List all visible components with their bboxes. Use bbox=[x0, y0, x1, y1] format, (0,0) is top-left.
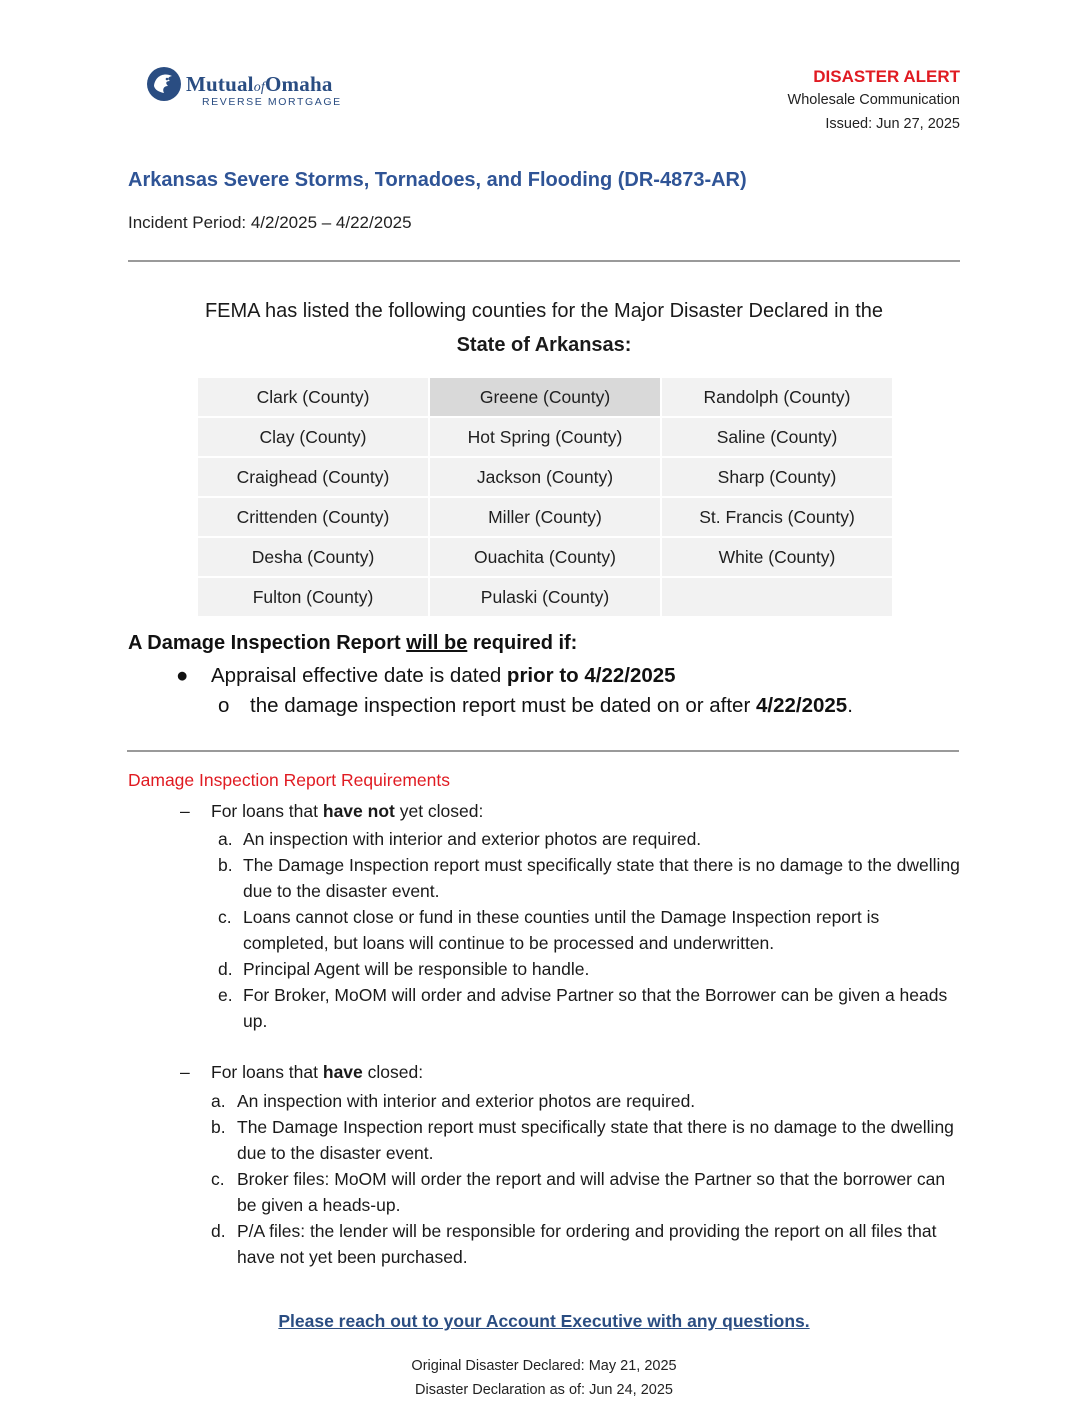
table-row bbox=[197, 537, 893, 577]
county-cell: Jackson (County) bbox=[429, 457, 661, 497]
table-row bbox=[197, 377, 893, 417]
list-item: d. Principal Agent will be responsible to handle. bbox=[218, 959, 590, 979]
table-row bbox=[197, 577, 893, 617]
page-title: Arkansas Severe Storms, Tornadoes, and Flooding (DR-4873-AR) bbox=[128, 169, 747, 191]
list-item: d. P/A files: the lender will be responsible for ordering and providing the report on all files that have not yet been purchased. bbox=[211, 1221, 937, 1267]
lion-head-icon bbox=[146, 66, 182, 102]
dash-icon: – bbox=[180, 801, 190, 821]
hollow-bullet-icon: o bbox=[218, 694, 230, 717]
county-cell bbox=[661, 577, 893, 617]
logo-subtitle: REVERSE MORTGAGE bbox=[202, 96, 342, 108]
list-item: b. The Damage Inspection report must specifically state that there is no damage to the dwelling due to the disaster event. bbox=[211, 1117, 954, 1163]
fema-statement bbox=[128, 294, 960, 362]
county-cell: Craighead (County) bbox=[197, 457, 429, 497]
county-cell: Clay (County) bbox=[197, 417, 429, 457]
requirement-heading: A Damage Inspection Report will be required if: bbox=[128, 632, 578, 654]
loans-not-closed-heading: – For loans that have not yet closed: bbox=[180, 801, 484, 821]
issued-date: Issued: Jun 27, 2025 bbox=[825, 116, 960, 132]
dash-icon: – bbox=[180, 1062, 190, 1082]
county-cell: Fulton (County) bbox=[197, 577, 429, 617]
county-cell: Clark (County) bbox=[197, 377, 429, 417]
county-cell: St. Francis (County) bbox=[661, 497, 893, 537]
section-title: Damage Inspection Report Requirements bbox=[128, 770, 450, 790]
county-cell: Ouachita (County) bbox=[429, 537, 661, 577]
bullet-text: Appraisal effective date is dated prior to 4/22/2025 bbox=[211, 664, 676, 687]
list-item: c. Broker files: MoOM will order the report and will advise the Partner so that the borrower can be given a heads-up. bbox=[211, 1169, 946, 1215]
loans-closed-list bbox=[211, 1088, 963, 1270]
fema-intro: FEMA has listed the following counties for the Major Disaster Declared in the bbox=[204, 300, 884, 322]
county-cell: Sharp (County) bbox=[661, 457, 893, 497]
declaration-as-of-date: Disaster Declaration as of: Jun 24, 2025 bbox=[415, 1382, 673, 1398]
county-table bbox=[196, 376, 894, 618]
footer bbox=[128, 1354, 960, 1402]
list-item: a. An inspection with interior and exterior photos are required. bbox=[211, 1091, 696, 1111]
county-cell: Randolph (County) bbox=[661, 377, 893, 417]
table-row bbox=[197, 457, 893, 497]
fema-state: State of Arkansas: bbox=[456, 334, 632, 356]
county-cell: Desha (County) bbox=[197, 537, 429, 577]
list-item: e. For Broker, MoOM will order and advise Partner so that the Borrower can be given a heads up. bbox=[218, 985, 948, 1031]
sub-bullet-text: the damage inspection report must be dated on or after 4/22/2025. bbox=[250, 694, 853, 717]
table-row bbox=[197, 417, 893, 457]
loans-not-closed-list bbox=[218, 826, 963, 1034]
county-cell: White (County) bbox=[661, 537, 893, 577]
bullet-icon: ● bbox=[176, 664, 189, 687]
list-item: a. An inspection with interior and exterior photos are required. bbox=[218, 829, 702, 849]
list-item: c. Loans cannot close or fund in these counties until the Damage Inspection report is completed, but loans will continue to be processed and underwritten. bbox=[218, 907, 880, 953]
county-cell: Greene (County) bbox=[429, 377, 661, 417]
divider bbox=[128, 260, 960, 262]
county-cell: Saline (County) bbox=[661, 417, 893, 457]
original-declared-date: Original Disaster Declared: May 21, 2025 bbox=[411, 1358, 677, 1374]
logo-wordmark: MutualofOmaha bbox=[186, 72, 333, 96]
county-cell: Miller (County) bbox=[429, 497, 661, 537]
alert-title: DISASTER ALERT bbox=[813, 67, 960, 86]
requirement-bullet bbox=[176, 664, 676, 688]
alert-header bbox=[788, 66, 960, 136]
contact-note: Please reach out to your Account Executive with any questions. bbox=[278, 1311, 810, 1331]
alert-subtitle: Wholesale Communication bbox=[787, 92, 960, 108]
table-row bbox=[197, 497, 893, 537]
county-cell: Hot Spring (County) bbox=[429, 417, 661, 457]
loans-closed-heading: – For loans that have closed: bbox=[180, 1062, 424, 1082]
divider bbox=[127, 750, 959, 752]
requirement-sub-bullet bbox=[218, 694, 853, 718]
county-cell: Pulaski (County) bbox=[429, 577, 661, 617]
company-logo bbox=[146, 66, 342, 108]
incident-period: Incident Period: 4/2/2025 – 4/22/2025 bbox=[128, 213, 412, 232]
list-item: b. The Damage Inspection report must specifically state that there is no damage to the dwelling due to the disaster event. bbox=[218, 855, 960, 901]
county-cell: Crittenden (County) bbox=[197, 497, 429, 537]
